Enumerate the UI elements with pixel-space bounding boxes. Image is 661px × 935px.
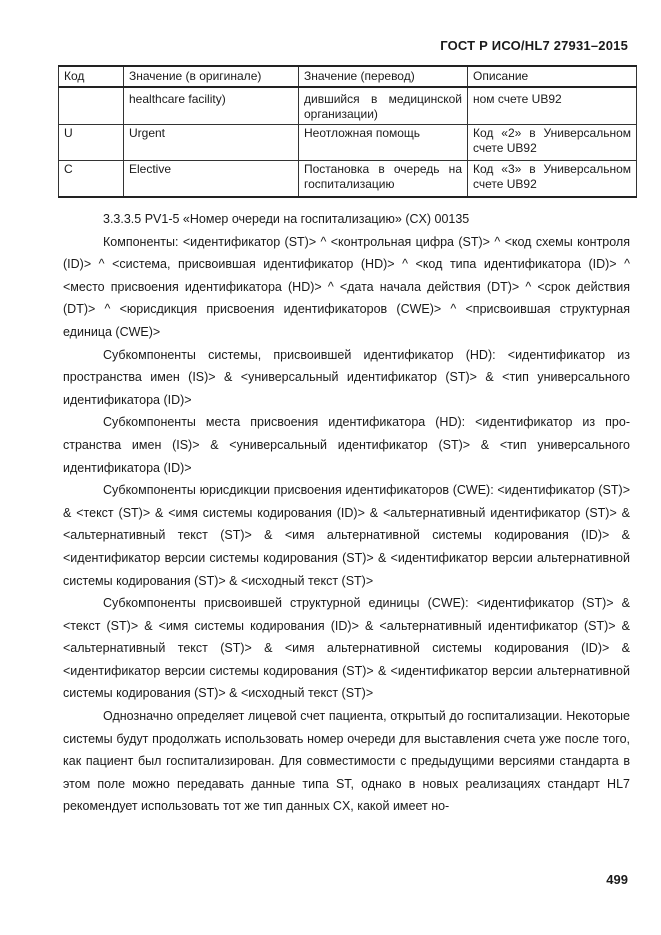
section-heading: 3.3.3.5 PV1-5 «Номер очереди на госпитализацию» (CX) 00135 bbox=[103, 212, 470, 226]
table-row bbox=[59, 87, 637, 125]
cell-code: C bbox=[59, 161, 124, 198]
paragraph-subcomponents-jurisdiction: Субкомпоненты юрисдикции присвоения идентификаторов (CWE): <идентификатор (ST)> & <текст (ST)> & <имя системы кодирования (ID)> & <альтернативный идентификатор (ST)> & <альтернативный текст (ST)> & <имя альтернативной системы кодирования (ID)> & <идентификатор версии системы кодирования (ST)> & <идентификатор версии альтернативной системы кодирования (ST)> & <исходный текст (ST)> bbox=[63, 483, 630, 588]
cell-code: U bbox=[59, 125, 124, 161]
table-row bbox=[59, 125, 637, 161]
cell-translation: дившийся в медицинской организации) bbox=[299, 87, 468, 125]
codes-table bbox=[58, 65, 637, 198]
cell-translation: Постановка в очередь на госпитализацию bbox=[299, 161, 468, 198]
document-header: ГОСТ Р ИСО/HL7 27931–2015 bbox=[440, 38, 628, 53]
paragraph-subcomponents-place: Субкомпоненты места присвоения идентификатора (HD): <идентификатор из пространства имен (IS)> & <универсальный идентификатор (ST)> & <тип универсального идентификатора (ID)> bbox=[63, 415, 630, 475]
column-header-original: Значение (в оригинале) bbox=[124, 66, 299, 87]
cell-description: Код «3» в Универсальном счете UB92 bbox=[468, 161, 637, 198]
table-row bbox=[59, 161, 637, 198]
paragraph-components: Компоненты: <идентификатор (ST)> ^ <контрольная цифра (ST)> ^ <код схемы контроля (ID)> ^ <система, присвоившая идентификатор (HD)> ^ <код типа идентификатора (ID)> ^ <место присвоения идентификатора (HD)> ^ <дата начала действия (DT)> ^ <срок действия (DT)> ^ <юрисдикция присвоения идентификаторов (CWE)> ^ <присвоившая структурная единица (CWE)> bbox=[63, 234, 630, 339]
paragraph-subcomponents-unit: Субкомпоненты присвоившей структурной единицы (CWE): <идентификатор (ST)> & <текст (ST)> & <имя системы кодирования (ID)> & <альтернативный идентификатор (ST)> & <альтернативный текст (ST)> & <имя альтернативной системы кодирования (ID)> & <идентификатор версии системы кодирования (ST)> & <идентификатор версии альтернативной системы кодирования (ST)> & <исходный текст (ST)> bbox=[63, 596, 630, 701]
column-header-description: Описание bbox=[468, 66, 637, 87]
cell-original: healthcare facility) bbox=[124, 87, 299, 125]
cell-original: Urgent bbox=[124, 125, 299, 161]
cell-description: Код «2» в Универсальном счете UB92 bbox=[468, 125, 637, 161]
cell-description: ном счете UB92 bbox=[468, 87, 637, 125]
document-body bbox=[63, 208, 630, 818]
column-header-code: Код bbox=[59, 66, 124, 87]
paragraph-subcomponents-system: Субкомпоненты системы, присвоившей идентификатор (HD): <идентификатор из пространства имен (IS)> & <универсальный идентификатор (ST)> & <тип универсального идентификатора (ID)> bbox=[63, 347, 630, 407]
page-number: 499 bbox=[606, 872, 628, 887]
cell-original: Elective bbox=[124, 161, 299, 198]
column-header-translation: Значение (перевод) bbox=[299, 66, 468, 87]
table-header-row bbox=[59, 66, 637, 87]
paragraph-description: Однозначно определяет лицевой счет пациента, открытый до госпитализации. Некоторые системы будут продолжать использовать номер очереди для выставления счета уже после того, как пациент был госпитализирован. Для совместимости с предыдущими версиями стандарта в этом поле можно передавать данные типа ST, однако в новых реализациях стандарт HL7 рекомендует использовать тот же тип данных CX, какой имеет но- bbox=[63, 709, 630, 814]
cell-translation: Неотложная помощь bbox=[299, 125, 468, 161]
cell-code bbox=[59, 87, 124, 125]
